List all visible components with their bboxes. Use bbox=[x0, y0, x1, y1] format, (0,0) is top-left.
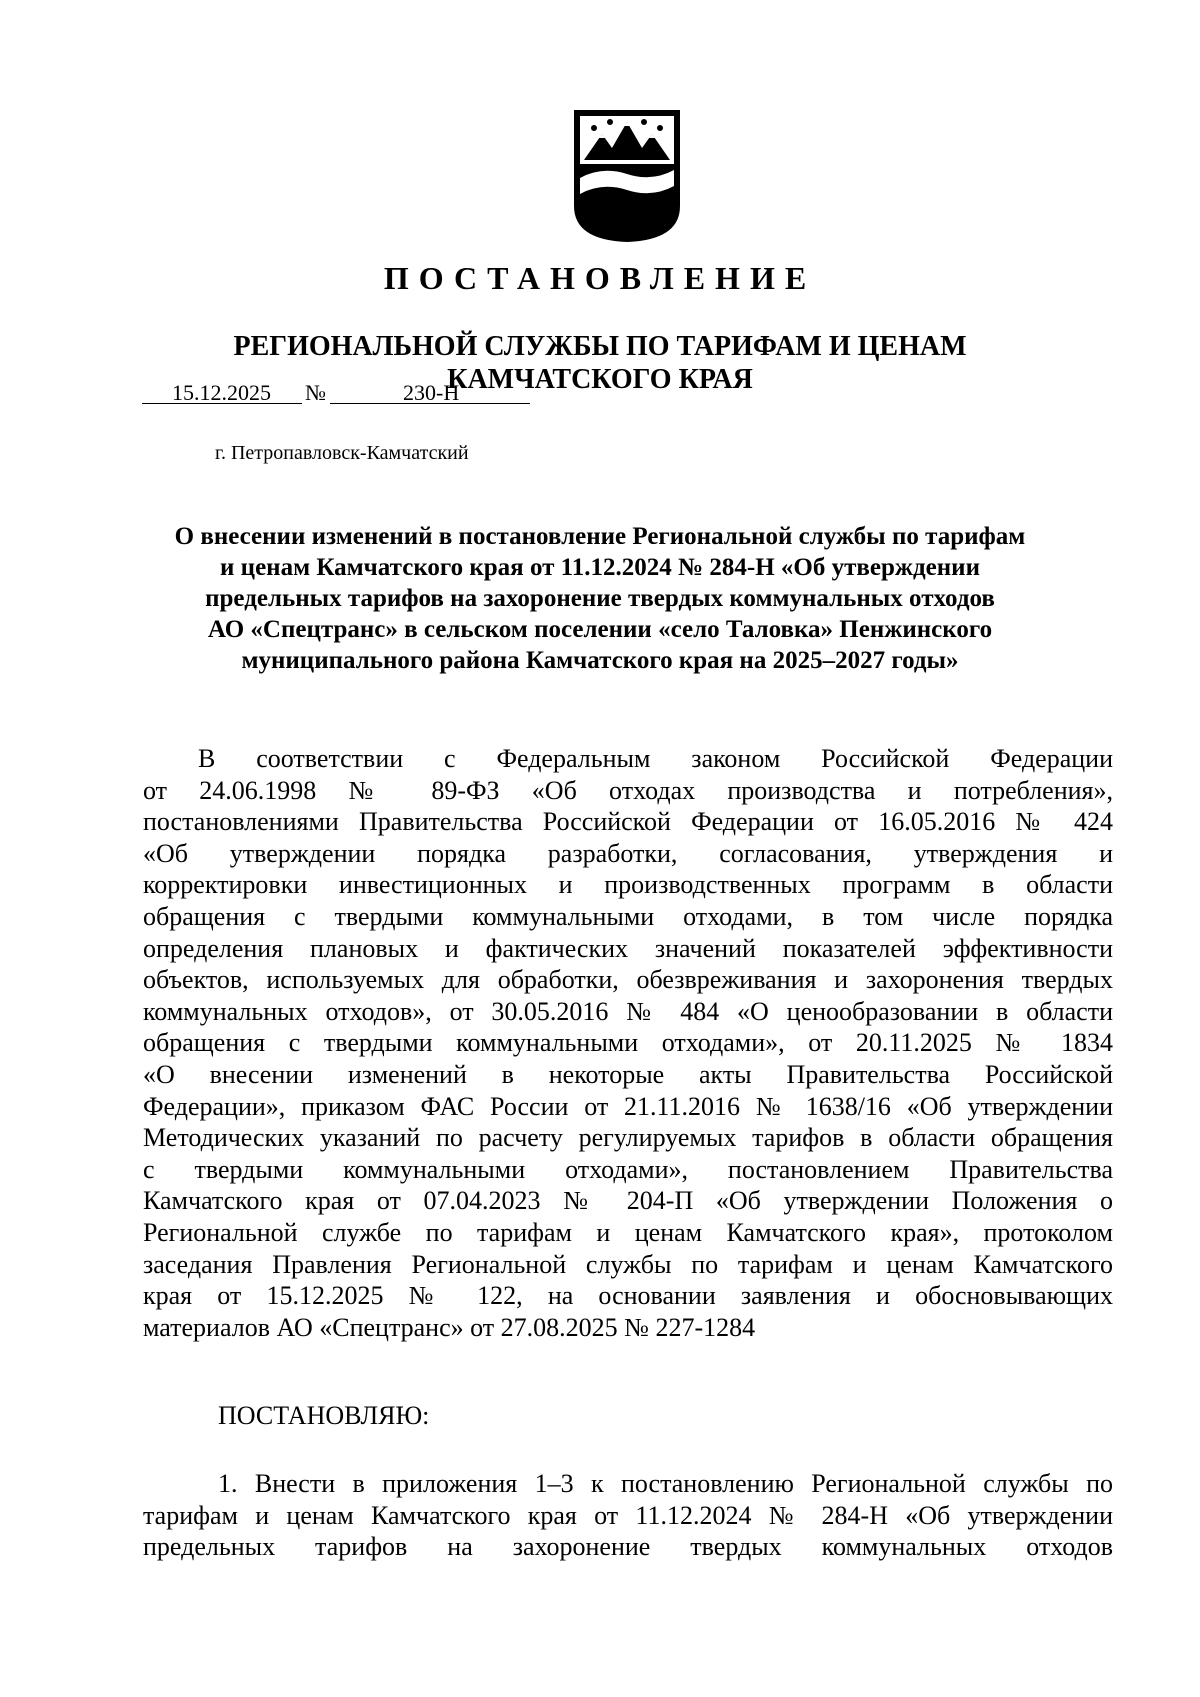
point-line: предельных тарифов на захоронение твердых коммунальных отходов bbox=[143, 1532, 1113, 1562]
subject-line: АО «Спецтранс» в сельском поселении «село Таловка» Пенжинского bbox=[207, 616, 993, 643]
preamble-line: заседания Правления Региональной службы по тарифам и ценам Камчатского bbox=[143, 1249, 1113, 1279]
point-1-paragraph bbox=[143, 1468, 1113, 1563]
preamble-line: В соответствии с Федеральным законом Российской Федерации bbox=[198, 744, 1113, 773]
preamble-line: «Об утверждении порядка разработки, согласования, утверждения и bbox=[143, 838, 1113, 868]
preamble-line: Методических указаний по расчету регулируемых тарифов в области обращения bbox=[143, 1123, 1113, 1153]
subject-line: О внесении изменений в постановление Региональной службы по тарифам bbox=[174, 523, 1026, 550]
city-of-issue: г. Петропавловск-Камчатский bbox=[215, 442, 469, 464]
preamble-line: с твердыми коммунальными отходами», постановлением Правительства bbox=[143, 1154, 1113, 1184]
preamble-line: от 24.06.1998 № 89-ФЗ «Об отходах производства и потребления», bbox=[143, 775, 1113, 805]
authority-line: КАМЧАТСКОГО КРАЯ bbox=[447, 364, 753, 395]
preamble-line: обращения с твердыми коммунальными отходами, в том числе порядка bbox=[143, 901, 1113, 931]
preamble-line: края от 15.12.2025 № 122, на основании заявления и обосновывающих bbox=[143, 1281, 1113, 1311]
point-line: тарифам и ценам Камчатского края от 11.12.2024 № 284-Н «Об утверждении bbox=[143, 1500, 1113, 1530]
preamble-line: определения плановых и фактических значений показателей эффективности bbox=[143, 933, 1113, 963]
document-number: 230-Н bbox=[403, 380, 460, 405]
preamble-line: обращения с твердыми коммунальными отходами», от 20.11.2025 № 1834 bbox=[143, 1028, 1113, 1058]
document-date: 15.12.2025 bbox=[172, 380, 271, 405]
preamble-line: материалов АО «Спецтранс» от 27.08.2025 № 227-1284 bbox=[143, 1312, 756, 1342]
preamble-line: Региональной службе по тарифам и ценам Камчатского края», протоколом bbox=[143, 1217, 1113, 1247]
subject-line: муниципального района Камчатского края на 2025–2027 годы» bbox=[241, 647, 959, 674]
preamble-line: Камчатского края от 07.04.2023 № 204-П «Об утверждении Положения о bbox=[143, 1186, 1113, 1216]
preamble-line: постановлениями Правительства Российской Федерации от 16.05.2016 № 424 bbox=[143, 807, 1113, 837]
document-subject bbox=[100, 521, 1100, 676]
subject-line: предельных тарифов на захоронение твердых коммунальных отходов bbox=[205, 585, 995, 612]
authority-line: РЕГИОНАЛЬНОЙ СЛУЖБЫ ПО ТАРИФАМ И ЦЕНАМ bbox=[233, 331, 967, 362]
kamchatka-coat-of-arms-icon bbox=[572, 108, 682, 244]
preamble-line: коммунальных отходов», от 30.05.2016 № 484 «О ценообразовании в области bbox=[143, 996, 1113, 1026]
document-type-title: ПОСТАНОВЛЕНИЕ bbox=[383, 260, 817, 296]
number-sign: № bbox=[305, 380, 326, 405]
decree-word: ПОСТАНОВЛЯЮ: bbox=[218, 1401, 430, 1430]
preamble-line: объектов, используемых для обработки, обезвреживания и захоронения твердых bbox=[143, 965, 1113, 995]
preamble-line: Федерации», приказом ФАС России от 21.11.2016 № 1638/16 «Об утверждении bbox=[143, 1091, 1113, 1121]
point-line: 1. Внести в приложения 1–3 к постановлению Региональной службы по bbox=[218, 1469, 1113, 1498]
preamble-paragraph bbox=[143, 743, 1113, 1343]
preamble-line: корректировки инвестиционных и производственных программ в области bbox=[143, 870, 1113, 900]
subject-line: и ценам Камчатского края от 11.12.2024 № 284-Н «Об утверждении bbox=[220, 554, 980, 581]
preamble-line: «О внесении изменений в некоторые акты Правительства Российской bbox=[143, 1059, 1113, 1089]
